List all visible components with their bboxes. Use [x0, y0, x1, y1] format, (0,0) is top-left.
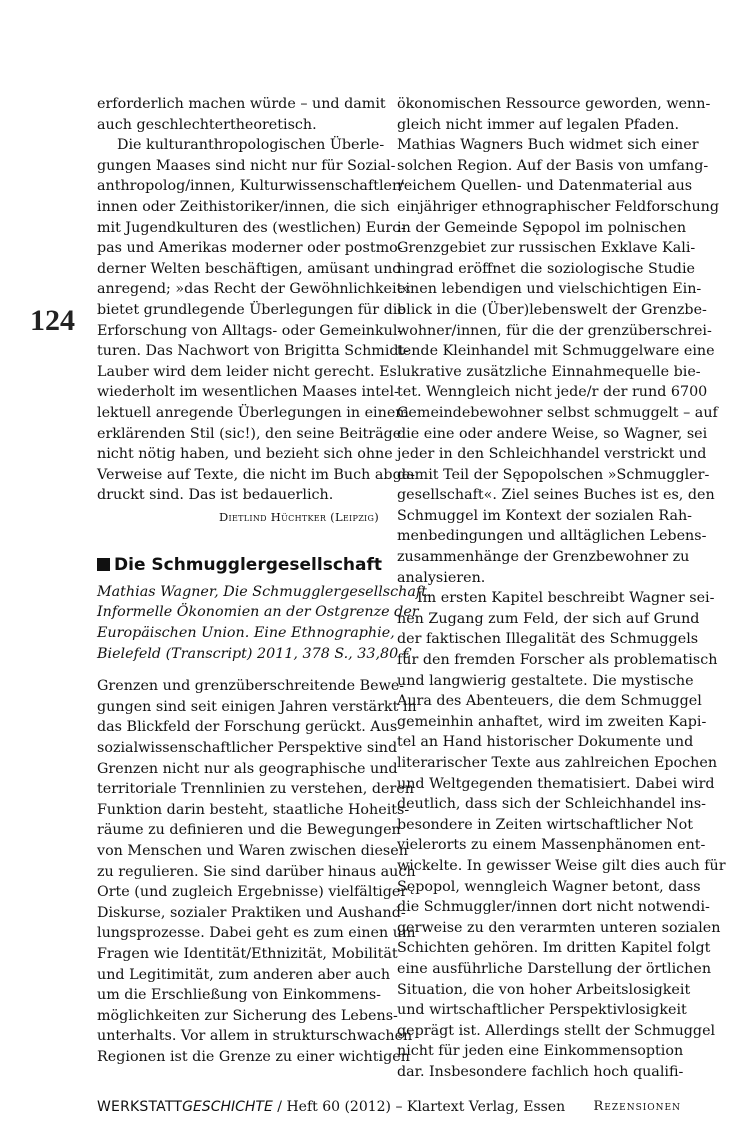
text-line: dar. Insbesondere fachlich hoch qualifi-	[397, 1063, 684, 1080]
text-line: druckt sind. Das ist bedauerlich.	[97, 487, 334, 504]
text-line: Grenzgebiet zur russischen Exklave Kali-	[397, 240, 696, 257]
text-line: möglichkeiten zur Sicherung des Lebens-	[97, 1007, 398, 1024]
text-line: der faktischen Illegalität des Schmuggels	[397, 631, 699, 648]
text-line: tet. Wenngleich nicht jede/r der rund 6700	[397, 384, 708, 401]
text-line: nicht nötig haben, und bezieht sich ohne	[97, 446, 393, 463]
text-line: menbedingungen und alltäglichen Lebens-	[397, 528, 707, 545]
text-line: tende Kleinhandel mit Schmuggelware eine	[397, 343, 715, 360]
text-line: wiederholt im wesentlichen Maases intel-	[97, 384, 399, 401]
text-line: die Schmuggler/innen dort nicht notwendi-	[397, 899, 710, 916]
text-line: Die kulturanthropologischen Überle-	[117, 137, 385, 154]
text-line: ökonomischen Ressource geworden, wenn-	[397, 96, 711, 112]
journal-name-italic-part: GESCHICHTE	[182, 1099, 273, 1115]
text-line: die eine oder andere Weise, so Wagner, sei	[397, 425, 708, 442]
text-line: Grenzen und grenzüberschreitende Bewe-	[97, 678, 405, 695]
text-line: Schmuggel im Kontext der sozialen Rah-	[397, 507, 693, 524]
text-line: lungsprozesse. Dabei geht es zum einen um	[97, 925, 416, 942]
text-line: Mathias Wagners Buch widmet sich einer	[397, 137, 699, 154]
text-line: territoriale Trennlinien zu verstehen, deren	[97, 781, 414, 798]
text-line: für den fremden Forscher als problematisch	[397, 652, 718, 669]
text-line: gungen sind seit einigen Jahren verstärkt in	[97, 698, 417, 715]
text-line: besondere in Zeiten wirtschaftlicher Not	[397, 816, 694, 833]
text-line: zu regulieren. Sie sind darüber hinaus auch	[97, 863, 416, 880]
text-line: Im ersten Kapitel beschreibt Wagner sei-	[417, 590, 715, 607]
text-line: Gemeindebewohner selbst schmuggelt – auf	[397, 404, 718, 421]
issue-info: / Heft 60 (2012) – Klartext Verlag, Essen	[272, 1099, 566, 1115]
text-line: blick in die (Über)lebenswelt der Grenzbe-	[397, 301, 707, 318]
text-line: und wirtschaftlicher Perspektivlosigkeit	[397, 1002, 687, 1019]
text-line: um die Erschließung von Einkommens-	[97, 987, 382, 1004]
text-line: deutlich, dass sich der Schleichhandel ins-	[397, 796, 707, 813]
text-line: wohner/innen, für die der grenzüberschrei-	[397, 322, 712, 339]
text-line: anthropolog/innen, Kulturwissenschaftler/	[97, 178, 404, 195]
text-line: gesellschaft«. Ziel seines Buches ist es, den	[397, 487, 715, 504]
text-line: Lauber wird dem leider nicht gerecht. Es	[97, 363, 397, 380]
text-line: turen. Das Nachwort von Brigitta Schmidt-	[97, 343, 410, 360]
text-line: lektuell anregende Überlegungen in einem	[97, 404, 409, 421]
text-line: damit Teil der Sępopolschen »Schmuggler-	[397, 466, 710, 483]
paragraph-spacer	[97, 664, 379, 676]
citation-line: Mathias Wagner, Die Schmugglergesellschaft.	[97, 583, 432, 600]
text-line: erforderlich machen würde – und damit	[97, 96, 386, 112]
text-line: Verweise auf Texte, die nicht im Buch abge-	[97, 466, 416, 483]
text-line: nicht für jeden eine Einkommensoption	[397, 1043, 684, 1060]
text-line: lukrative zusätzliche Einnahmequelle bie-	[397, 363, 701, 380]
text-line: einen lebendigen und vielschichtigen Ein-	[397, 281, 702, 298]
text-line: Grenzen nicht nur als geographische und	[97, 760, 398, 777]
text-line: Aura des Abenteuers, die dem Schmuggel	[397, 693, 702, 710]
page-footer	[97, 1097, 681, 1117]
review-heading	[97, 548, 382, 582]
left-column	[97, 94, 432, 1068]
citation-line: Bielefeld (Transcript) 2011, 378 S., 33,80 €	[97, 645, 412, 662]
square-bullet-icon	[97, 558, 110, 571]
text-line: Schichten gehören. Im dritten Kapitel folgt	[397, 940, 711, 957]
text-line: und langwierig gestaltete. Die mystische	[397, 672, 694, 689]
text-line: Orte (und zugleich Ergebnisse) vielfältiger	[97, 884, 408, 901]
text-line: anregend; »das Recht der Gewöhnlichkeit«	[97, 281, 412, 298]
text-line: gleich nicht immer auf legalen Pfaden.	[397, 116, 679, 133]
right-column	[397, 94, 726, 1083]
text-line: Erforschung von Alltags- oder Gemeinkul-	[97, 322, 403, 339]
text-line: Diskurse, sozialer Praktiken und Aushand-	[97, 904, 406, 921]
text-line: auch geschlechtertheoretisch.	[97, 116, 317, 133]
text-line: zusammenhänge der Grenzbewohner zu	[397, 549, 690, 566]
text-line: das Blickfeld der Forschung gerückt. Aus	[97, 719, 398, 736]
journal-name-part: WERKSTATT	[97, 1099, 183, 1115]
text-line: Sępopol, wenngleich Wagner betont, dass	[397, 878, 701, 895]
text-line: bietet grundlegende Überlegungen für die	[97, 301, 406, 318]
section-label: Rezensionen	[593, 1099, 681, 1114]
text-line: ningrad eröffnet die soziologische Studie	[397, 260, 695, 277]
text-line: und Weltgegenden thematisiert. Dabei wird	[397, 775, 715, 792]
text-line: räume zu definieren und die Bewegungen	[97, 822, 401, 839]
text-line: reichem Quellen- und Datenmaterial aus	[397, 178, 693, 195]
text-line: jeder in den Schleichhandel verstrickt und	[397, 446, 707, 463]
text-line: Funktion darin besteht, staatliche Hoheits-	[97, 801, 410, 818]
text-line: eine ausführliche Darstellung der örtlichen	[397, 960, 712, 977]
text-line: einjähriger ethnographischer Feldforschung	[397, 198, 720, 215]
text-line: literarischer Texte aus zahlreichen Epochen	[397, 755, 718, 771]
text-line: vielerorts zu einem Massenphänomen ent-	[397, 837, 706, 854]
text-line: in der Gemeinde Sępopol im polnischen	[397, 219, 687, 236]
text-line: analysieren.	[397, 569, 486, 586]
text-line: wickelte. In gewisser Weise gilt dies auch für	[397, 857, 726, 874]
review-signature: Dietlind Hüchtker (Leipzig)	[218, 509, 379, 524]
text-line: derner Welten beschäftigen, amüsant und	[97, 260, 402, 277]
text-line: gungen Maases sind nicht nur für Sozial-	[97, 157, 396, 174]
text-line: innen oder Zeithistoriker/innen, die sich	[97, 198, 390, 215]
citation-line: Informelle Ökonomien an der Ostgrenze der	[97, 604, 419, 621]
text-line: Regionen ist die Grenze zu einer wichtigen	[97, 1048, 410, 1065]
text-line: Fragen wie Identität/Ethnizität, Mobilität	[97, 945, 398, 962]
text-line: sozialwissenschaftlicher Perspektive sind	[97, 740, 398, 757]
text-line: geprägt ist. Allerdings stellt der Schmuggel	[397, 1022, 716, 1039]
text-line: gemeinhin anhaftet, wird im zweiten Kapi-	[397, 713, 707, 730]
text-line: und Legitimität, zum anderen aber auch	[97, 966, 391, 983]
text-line: von Menschen und Waren zwischen diesen	[97, 843, 408, 859]
review-heading-text: Die Schmugglergesellschaft	[114, 554, 382, 575]
text-line: gerweise zu den verarmten unteren sozialen	[397, 919, 721, 936]
text-line: solchen Region. Auf der Basis von umfang-	[397, 157, 709, 174]
text-line: nen Zugang zum Feld, der sich auf Grund	[397, 610, 700, 627]
text-line: tel an Hand historischer Dokumente und	[397, 734, 694, 751]
page-number: 124	[30, 304, 75, 337]
text-line: unterhalts. Vor allem in strukturschwachen	[97, 1028, 413, 1045]
text-line: Situation, die von hoher Arbeitslosigkeit	[397, 981, 691, 998]
citation-line: Europäischen Union. Eine Ethnographie,	[97, 625, 395, 642]
text-line: pas und Amerikas moderner oder postmo-	[97, 240, 403, 257]
text-line: mit Jugendkulturen des (westlichen) Euro-	[97, 219, 406, 236]
text-line: erklärenden Stil (sic!), den seine Beiträge	[97, 425, 402, 442]
